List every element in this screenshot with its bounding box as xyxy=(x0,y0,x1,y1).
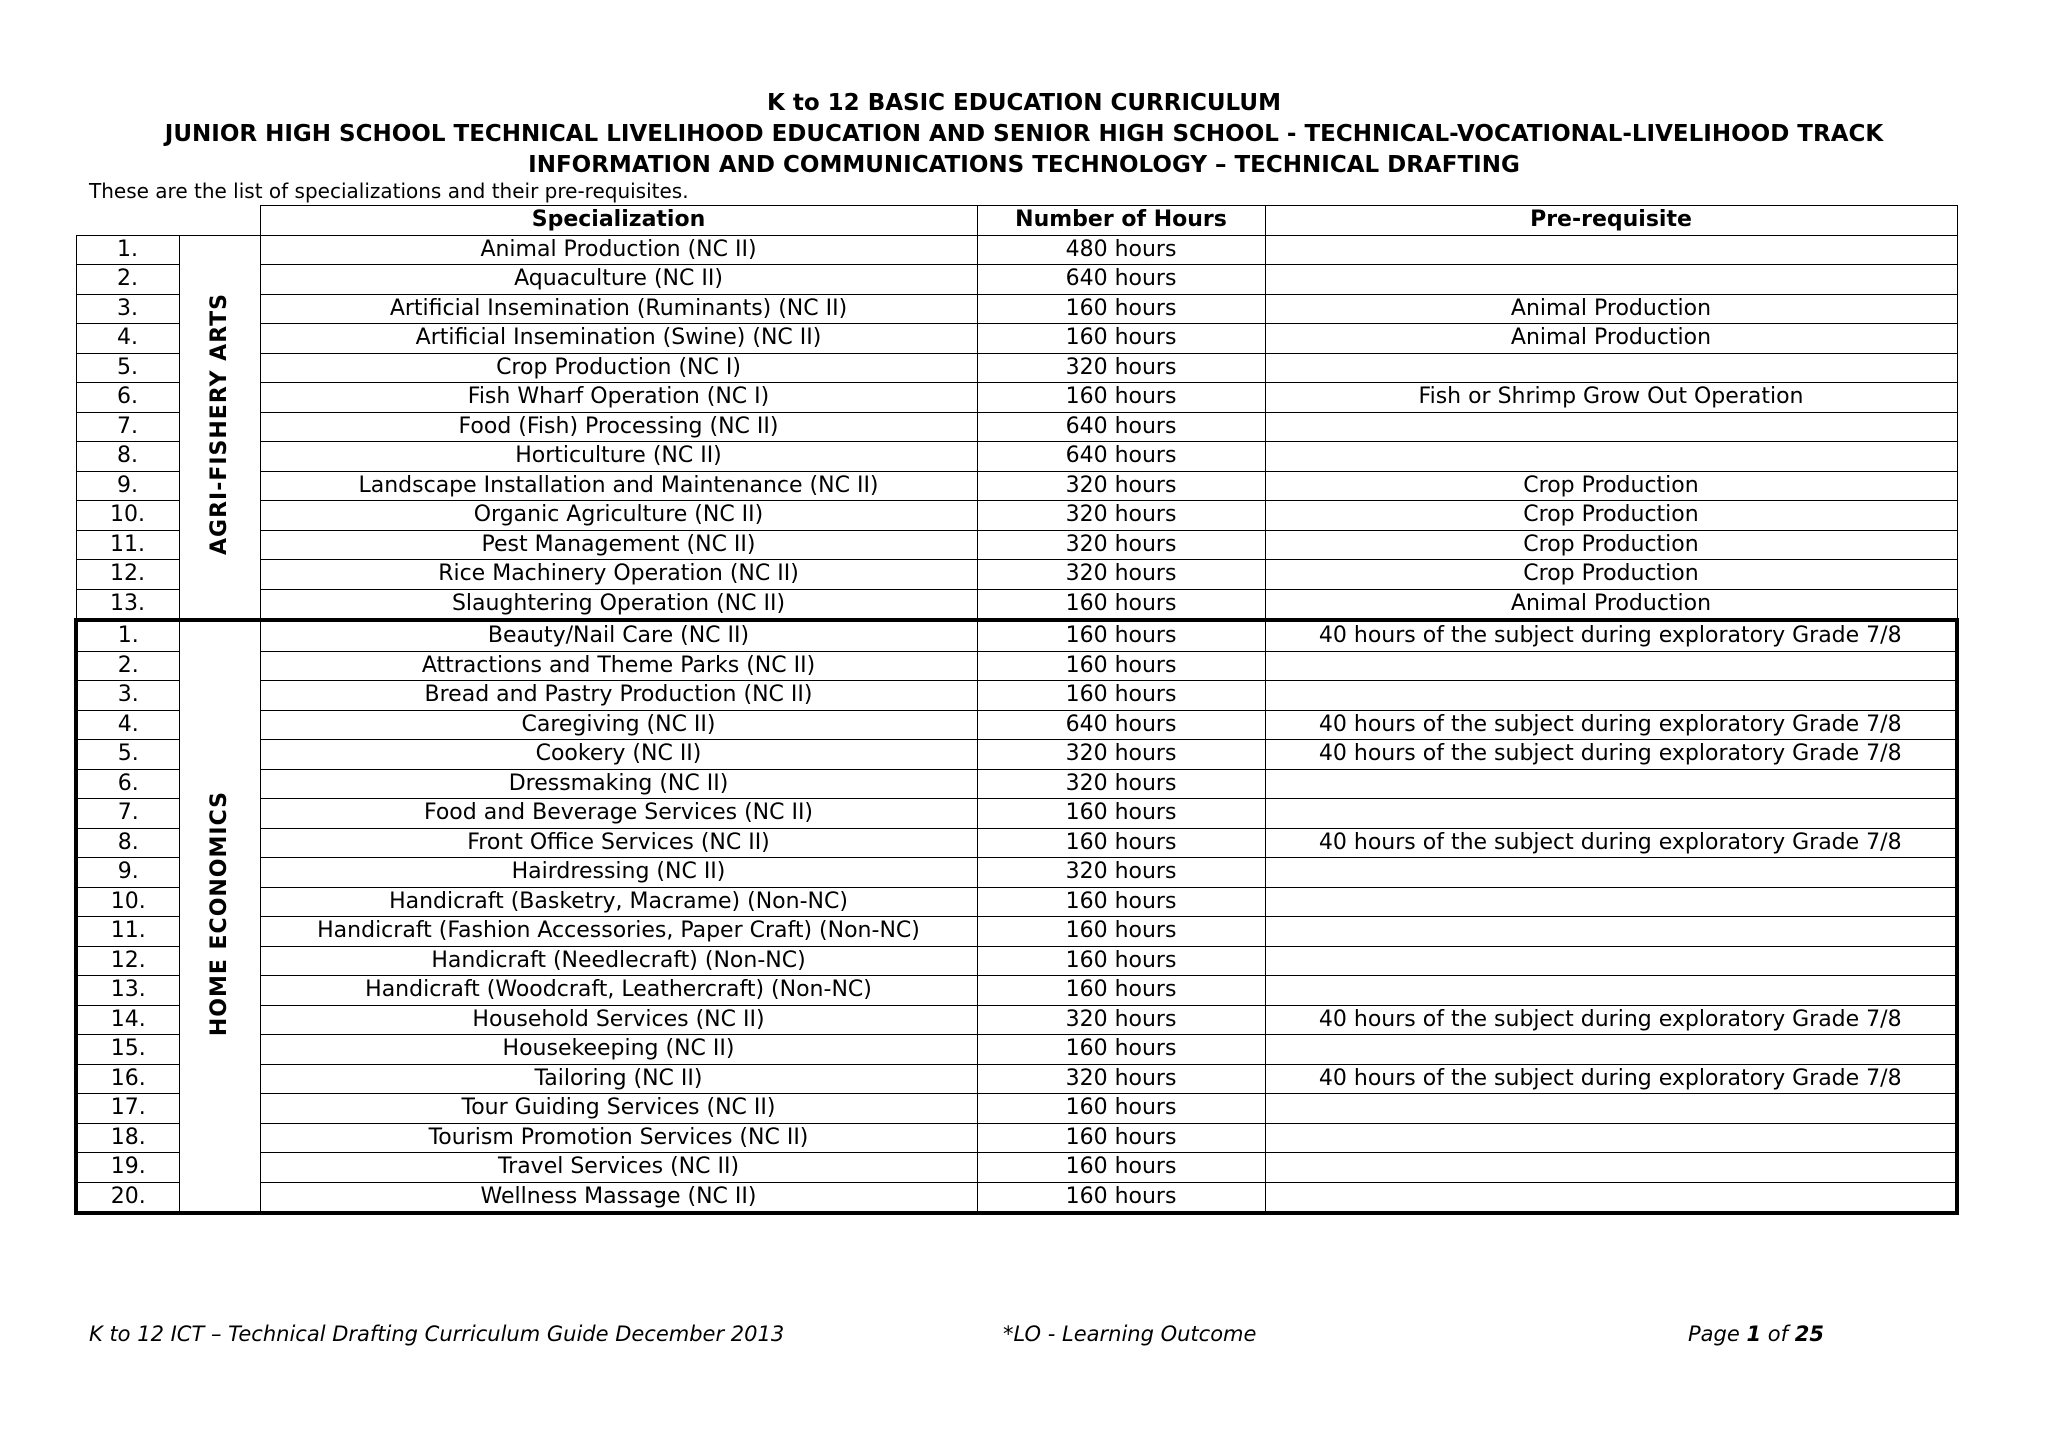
table-row xyxy=(76,799,1957,829)
prerequisite-cell xyxy=(1265,1182,1957,1213)
hours-cell: 320 hours xyxy=(977,530,1265,560)
table-row xyxy=(76,620,1957,651)
table-row xyxy=(76,917,1957,947)
table-row xyxy=(76,1182,1957,1213)
specialization-cell: Tailoring (NC II) xyxy=(260,1064,977,1094)
specialization-cell: Aquaculture (NC II) xyxy=(260,265,977,295)
header-prereq: Pre-requisite xyxy=(1265,206,1957,236)
hours-cell: 160 hours xyxy=(977,589,1265,620)
prerequisite-cell xyxy=(1265,976,1957,1006)
prerequisite-cell xyxy=(1265,799,1957,829)
hours-cell: 160 hours xyxy=(977,1182,1265,1213)
specialization-cell: Handicraft (Fashion Accessories, Paper Craft) (Non-NC) xyxy=(260,917,977,947)
specialization-cell: Bread and Pastry Production (NC II) xyxy=(260,681,977,711)
hours-cell: 160 hours xyxy=(977,1094,1265,1124)
prerequisite-cell xyxy=(1265,442,1957,472)
specialization-cell: Housekeeping (NC II) xyxy=(260,1035,977,1065)
specialization-cell: Artificial Insemination (Swine) (NC II) xyxy=(260,324,977,354)
prerequisite-cell xyxy=(1265,1123,1957,1153)
hours-cell: 160 hours xyxy=(977,1123,1265,1153)
table-row xyxy=(76,681,1957,711)
table-row xyxy=(76,501,1957,531)
row-number: 2. xyxy=(76,651,179,681)
hours-cell: 640 hours xyxy=(977,265,1265,295)
specialization-cell: Handicraft (Needlecraft) (Non-NC) xyxy=(260,946,977,976)
prerequisite-cell xyxy=(1265,769,1957,799)
prerequisite-cell xyxy=(1265,235,1957,265)
header-line-2: JUNIOR HIGH SCHOOL TECHNICAL LIVELIHOOD EDUCATION AND SENIOR HIGH SCHOOL - TECHNICAL-VOCATIONAL-LIVELIHOOD TRACK xyxy=(164,121,1884,147)
row-number: 1. xyxy=(76,235,179,265)
table-row xyxy=(76,887,1957,917)
page-prefix: Page xyxy=(1688,1322,1740,1346)
hours-cell: 160 hours xyxy=(977,651,1265,681)
row-number: 13. xyxy=(76,589,179,620)
table-row xyxy=(76,1005,1957,1035)
row-number: 1. xyxy=(76,620,179,651)
row-number: 5. xyxy=(76,740,179,770)
hours-cell: 640 hours xyxy=(977,442,1265,472)
specialization-cell: Front Office Services (NC II) xyxy=(260,828,977,858)
footer-center: *LO - Learning Outcome xyxy=(1003,1322,1257,1346)
prerequisite-cell: Crop Production xyxy=(1265,560,1957,590)
specialization-cell: Handicraft (Woodcraft, Leathercraft) (Non-NC) xyxy=(260,976,977,1006)
prerequisite-cell: 40 hours of the subject during exploratory Grade 7/8 xyxy=(1265,828,1957,858)
hours-cell: 480 hours xyxy=(977,235,1265,265)
table-row xyxy=(76,530,1957,560)
prerequisite-cell xyxy=(1265,858,1957,888)
row-number: 20. xyxy=(76,1182,179,1213)
table-row xyxy=(76,353,1957,383)
prerequisite-cell xyxy=(1265,651,1957,681)
specialization-cell: Food and Beverage Services (NC II) xyxy=(260,799,977,829)
page-total: 25 xyxy=(1794,1322,1824,1346)
footer-page xyxy=(1688,1322,1824,1346)
table-row xyxy=(76,265,1957,295)
home-economics-group xyxy=(76,620,1957,1213)
table-row xyxy=(76,235,1957,265)
prerequisite-cell xyxy=(1265,1035,1957,1065)
row-number: 11. xyxy=(76,917,179,947)
hours-cell: 640 hours xyxy=(977,710,1265,740)
prerequisite-cell xyxy=(1265,1094,1957,1124)
header-specialization: Specialization xyxy=(260,206,977,236)
specialization-table xyxy=(74,205,1959,1215)
row-number: 18. xyxy=(76,1123,179,1153)
prerequisite-cell xyxy=(1265,353,1957,383)
hours-cell: 320 hours xyxy=(977,1005,1265,1035)
row-number: 14. xyxy=(76,1005,179,1035)
table-row xyxy=(76,442,1957,472)
hours-cell: 160 hours xyxy=(977,324,1265,354)
table-row xyxy=(76,412,1957,442)
row-number: 19. xyxy=(76,1153,179,1183)
specialization-cell: Horticulture (NC II) xyxy=(260,442,977,472)
table-row xyxy=(76,1035,1957,1065)
hours-cell: 160 hours xyxy=(977,917,1265,947)
specialization-cell: Organic Agriculture (NC II) xyxy=(260,501,977,531)
hours-cell: 160 hours xyxy=(977,946,1265,976)
table-row xyxy=(76,740,1957,770)
hours-cell: 320 hours xyxy=(977,769,1265,799)
row-number: 12. xyxy=(76,946,179,976)
row-number: 10. xyxy=(76,501,179,531)
category-cell xyxy=(179,620,260,1213)
row-number: 3. xyxy=(76,681,179,711)
row-number: 2. xyxy=(76,265,179,295)
table-row xyxy=(76,858,1957,888)
prerequisite-cell xyxy=(1265,887,1957,917)
specialization-cell: Food (Fish) Processing (NC II) xyxy=(260,412,977,442)
header-line-3: INFORMATION AND COMMUNICATIONS TECHNOLOGY – TECHNICAL DRAFTING xyxy=(528,152,1520,178)
prerequisite-cell xyxy=(1265,681,1957,711)
prerequisite-cell: Animal Production xyxy=(1265,589,1957,620)
hours-cell: 160 hours xyxy=(977,799,1265,829)
hours-cell: 160 hours xyxy=(977,828,1265,858)
table-row xyxy=(76,1064,1957,1094)
specialization-cell: Slaughtering Operation (NC II) xyxy=(260,589,977,620)
hours-cell: 160 hours xyxy=(977,294,1265,324)
row-number: 15. xyxy=(76,1035,179,1065)
category-label: AGRI-FISHERY ARTS xyxy=(206,292,232,555)
table-header-row xyxy=(76,206,1957,236)
specialization-cell: Animal Production (NC II) xyxy=(260,235,977,265)
specialization-cell: Beauty/Nail Care (NC II) xyxy=(260,620,977,651)
row-number: 9. xyxy=(76,858,179,888)
prerequisite-cell xyxy=(1265,1153,1957,1183)
prerequisite-cell xyxy=(1265,412,1957,442)
hours-cell: 320 hours xyxy=(977,501,1265,531)
table-row xyxy=(76,471,1957,501)
row-number: 6. xyxy=(76,383,179,413)
table-row xyxy=(76,560,1957,590)
category-label: HOME ECONOMICS xyxy=(206,790,232,1037)
hours-cell: 160 hours xyxy=(977,1153,1265,1183)
row-number: 16. xyxy=(76,1064,179,1094)
table-row xyxy=(76,1094,1957,1124)
footer-left: K to 12 ICT – Technical Drafting Curriculum Guide December 2013 xyxy=(89,1322,785,1346)
hours-cell: 160 hours xyxy=(977,681,1265,711)
prerequisite-cell: 40 hours of the subject during exploratory Grade 7/8 xyxy=(1265,1064,1957,1094)
table-row xyxy=(76,946,1957,976)
specialization-cell: Caregiving (NC II) xyxy=(260,710,977,740)
specialization-cell: Landscape Installation and Maintenance (NC II) xyxy=(260,471,977,501)
prerequisite-cell: Animal Production xyxy=(1265,294,1957,324)
header-line-1: K to 12 BASIC EDUCATION CURRICULUM xyxy=(767,90,1281,116)
row-number: 8. xyxy=(76,828,179,858)
specialization-cell: Attractions and Theme Parks (NC II) xyxy=(260,651,977,681)
specialization-cell: Artificial Insemination (Ruminants) (NC II) xyxy=(260,294,977,324)
specialization-cell: Cookery (NC II) xyxy=(260,740,977,770)
specialization-cell: Crop Production (NC I) xyxy=(260,353,977,383)
prerequisite-cell: Fish or Shrimp Grow Out Operation xyxy=(1265,383,1957,413)
specialization-cell: Wellness Massage (NC II) xyxy=(260,1182,977,1213)
hours-cell: 320 hours xyxy=(977,471,1265,501)
row-number: 6. xyxy=(76,769,179,799)
page-of: of xyxy=(1767,1322,1789,1346)
specialization-cell: Pest Management (NC II) xyxy=(260,530,977,560)
hours-cell: 640 hours xyxy=(977,412,1265,442)
prerequisite-cell: Crop Production xyxy=(1265,471,1957,501)
table-row xyxy=(76,324,1957,354)
intro-text: These are the list of specializations and their pre-requisites. xyxy=(89,179,689,203)
row-number: 3. xyxy=(76,294,179,324)
prerequisite-cell: Crop Production xyxy=(1265,501,1957,531)
table-row xyxy=(76,976,1957,1006)
row-number: 17. xyxy=(76,1094,179,1124)
prerequisite-cell: Animal Production xyxy=(1265,324,1957,354)
specialization-cell: Hairdressing (NC II) xyxy=(260,858,977,888)
hours-cell: 320 hours xyxy=(977,740,1265,770)
hours-cell: 160 hours xyxy=(977,976,1265,1006)
table-row xyxy=(76,589,1957,620)
hours-cell: 320 hours xyxy=(977,353,1265,383)
page-current: 1 xyxy=(1746,1322,1762,1346)
prerequisite-cell: 40 hours of the subject during exploratory Grade 7/8 xyxy=(1265,710,1957,740)
document-header xyxy=(0,88,2048,181)
specialization-cell: Tour Guiding Services (NC II) xyxy=(260,1094,977,1124)
row-number: 7. xyxy=(76,799,179,829)
prerequisite-cell: Crop Production xyxy=(1265,530,1957,560)
specialization-cell: Tourism Promotion Services (NC II) xyxy=(260,1123,977,1153)
row-number: 4. xyxy=(76,710,179,740)
row-number: 8. xyxy=(76,442,179,472)
specialization-cell: Fish Wharf Operation (NC I) xyxy=(260,383,977,413)
category-cell xyxy=(179,235,260,620)
hours-cell: 320 hours xyxy=(977,1064,1265,1094)
hours-cell: 160 hours xyxy=(977,620,1265,651)
table-row xyxy=(76,710,1957,740)
row-number: 7. xyxy=(76,412,179,442)
hours-cell: 160 hours xyxy=(977,1035,1265,1065)
table-row xyxy=(76,383,1957,413)
table-row xyxy=(76,769,1957,799)
row-number: 13. xyxy=(76,976,179,1006)
table-row xyxy=(76,1153,1957,1183)
prerequisite-cell xyxy=(1265,917,1957,947)
header-hours: Number of Hours xyxy=(977,206,1265,236)
prerequisite-cell: 40 hours of the subject during exploratory Grade 7/8 xyxy=(1265,740,1957,770)
hours-cell: 320 hours xyxy=(977,560,1265,590)
prerequisite-cell xyxy=(1265,265,1957,295)
hours-cell: 160 hours xyxy=(977,383,1265,413)
row-number: 10. xyxy=(76,887,179,917)
specialization-cell: Travel Services (NC II) xyxy=(260,1153,977,1183)
specialization-cell: Rice Machinery Operation (NC II) xyxy=(260,560,977,590)
row-number: 5. xyxy=(76,353,179,383)
agri-fishery-group xyxy=(76,235,1957,620)
specialization-cell: Handicraft (Basketry, Macrame) (Non-NC) xyxy=(260,887,977,917)
table-row xyxy=(76,651,1957,681)
row-number: 12. xyxy=(76,560,179,590)
prerequisite-cell: 40 hours of the subject during exploratory Grade 7/8 xyxy=(1265,1005,1957,1035)
specialization-cell: Dressmaking (NC II) xyxy=(260,769,977,799)
table-row xyxy=(76,1123,1957,1153)
row-number: 4. xyxy=(76,324,179,354)
row-number: 9. xyxy=(76,471,179,501)
hours-cell: 160 hours xyxy=(977,887,1265,917)
table-row xyxy=(76,294,1957,324)
prerequisite-cell xyxy=(1265,946,1957,976)
table-row xyxy=(76,828,1957,858)
row-number: 11. xyxy=(76,530,179,560)
prerequisite-cell: 40 hours of the subject during exploratory Grade 7/8 xyxy=(1265,620,1957,651)
hours-cell: 320 hours xyxy=(977,858,1265,888)
specialization-cell: Household Services (NC II) xyxy=(260,1005,977,1035)
